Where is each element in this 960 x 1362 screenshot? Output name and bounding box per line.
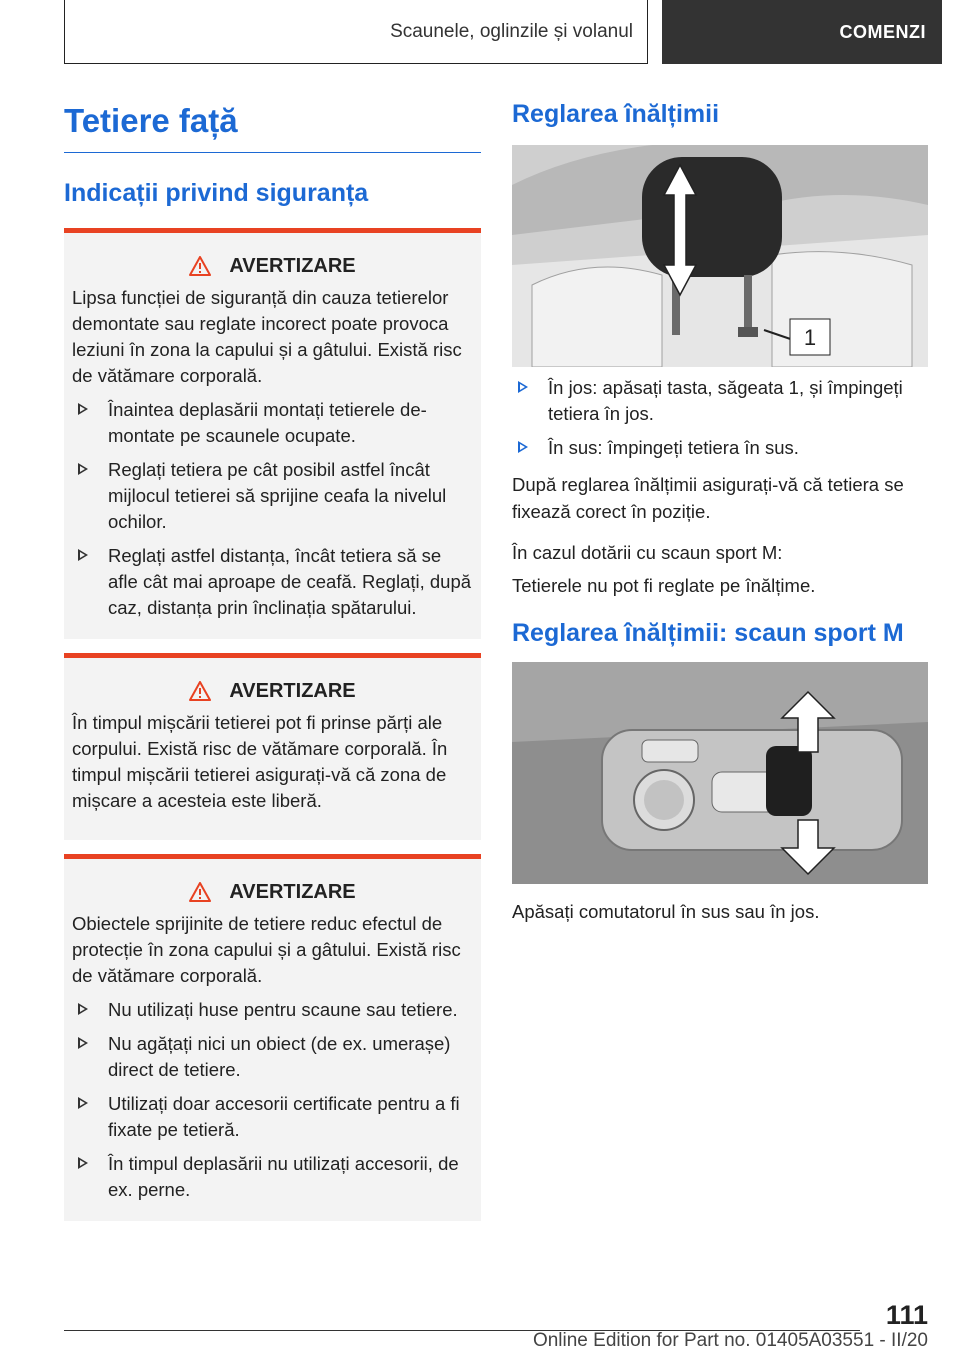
bullet-arrow-icon [78, 549, 88, 561]
sport-seat-heading: Reglarea înălțimii: scaun sport M [512, 619, 904, 647]
list-item-text: Nu agățați nici un obiect (de ex. umerașe) direct de tetiere. [108, 1033, 451, 1080]
warning-label: AVERTIZARE [229, 680, 356, 702]
list-item-text: Utilizați doar accesorii certificate pentru a fi fixate pe tetieră. [108, 1093, 460, 1140]
warning-triangle-icon [189, 681, 211, 701]
headrest-illustration-svg [512, 145, 928, 367]
warning-box-3 [64, 854, 481, 1221]
page-title: Tetiere față [64, 100, 481, 153]
bullet-arrow-icon [78, 1037, 88, 1049]
bullet-arrow-icon [78, 1003, 88, 1015]
header-chapter-title: COMENZI [839, 21, 926, 42]
warning-header [72, 678, 473, 704]
list-item [72, 397, 473, 449]
list-item-text: Înaintea deplasării montați tetierele demontate pe scaunele ocupate. [108, 399, 427, 446]
warning-box-2 [64, 653, 481, 840]
list-item [72, 457, 473, 535]
headrest-illustration [512, 145, 928, 367]
bullet-arrow-icon [78, 1097, 88, 1109]
header-section-title: Scaunele, oglinzile și volanul [390, 20, 633, 42]
list-item [72, 543, 473, 621]
list-item [72, 1151, 473, 1203]
sport-seat-switch-svg [512, 662, 928, 884]
bullet-arrow-icon [518, 381, 528, 393]
warning-bullets [72, 997, 473, 1203]
bullet-arrow-icon [78, 1157, 88, 1169]
warning-text: În timpul mișcării tetierei pot fi prinse părți ale corpului. Există risc de vătămare corporală. În timpul mișcării tetierei asigurați-vă că zona de mișcare a acesteia este liberă. [72, 712, 448, 811]
list-item-text: Nu utilizați huse pentru scaune sau tetiere. [108, 999, 458, 1020]
list-item-text: Reglați tetiera pe cât posibil astfel încât mijlocul tetierei să sprijine ceafa la nivelul ochilor. [108, 459, 447, 532]
list-item-text: Reglați astfel distanța, încât tetiera să se afle cât mai aproape de ceafă. Reglați, după caz, distanța prin înclinația spătarului. [108, 545, 472, 618]
bullet-arrow-icon [78, 463, 88, 475]
header-chapter-tab [662, 0, 942, 64]
paragraph: Apăsați comutatorul în sus sau în jos. [512, 901, 820, 922]
list-item-text: În timpul deplasării nu utilizați accesorii, de ex. perne. [108, 1153, 459, 1200]
page-number: 111 [885, 1300, 928, 1330]
bullet-arrow-icon [518, 441, 528, 453]
list-item [72, 1091, 473, 1143]
warning-box-1 [64, 228, 481, 639]
list-item [72, 997, 473, 1023]
warning-header [72, 879, 473, 905]
sport-seat-switch-illustration [512, 662, 928, 884]
edition-text: Online Edition for Part no. 01405A03551 - II/20 [532, 1330, 928, 1351]
callout-label-1: 1 [803, 325, 817, 350]
safety-subtitle: Indicații privind siguranța [64, 179, 369, 207]
paragraph: În cazul dotării cu scaun sport M: [512, 542, 783, 563]
header-section-box [64, 0, 648, 64]
warning-label: AVERTIZARE [229, 255, 356, 277]
warning-label: AVERTIZARE [229, 881, 356, 903]
height-adjust-heading: Reglarea înălțimii [512, 100, 720, 128]
warning-header [72, 253, 473, 279]
bullet-arrow-icon [78, 403, 88, 415]
list-item [512, 375, 928, 427]
list-item-text: În sus: împingeți tetiera în sus. [548, 437, 799, 458]
list-item-text: În jos: apăsați tasta, săgeata 1, și împingeți tetiera în jos. [548, 377, 903, 424]
paragraph: După reglarea înălțimii asigurați-vă că tetiera se fixează corect în poziție. [512, 474, 904, 522]
right-column [512, 100, 928, 925]
paragraph: Tetierele nu pot fi reglate pe înălțime. [512, 575, 816, 596]
height-adjust-steps [512, 375, 928, 461]
warning-triangle-icon [189, 882, 211, 902]
warning-bullets [72, 397, 473, 621]
list-item [72, 1031, 473, 1083]
list-item [512, 435, 928, 461]
warning-text: Lipsa funcției de siguranță din cauza tetierelor demontate sau reglate incorect poate provoca leziuni în zona la capului și a gâtului. Există risc de vătămare corporală. [72, 287, 462, 386]
warning-text: Obiectele sprijinite de tetiere reduc efectul de protecție în zona capului și a gâtului. Există risc de vătămare corporală. [72, 913, 461, 986]
warning-triangle-icon [189, 256, 211, 276]
left-column [64, 100, 481, 1233]
